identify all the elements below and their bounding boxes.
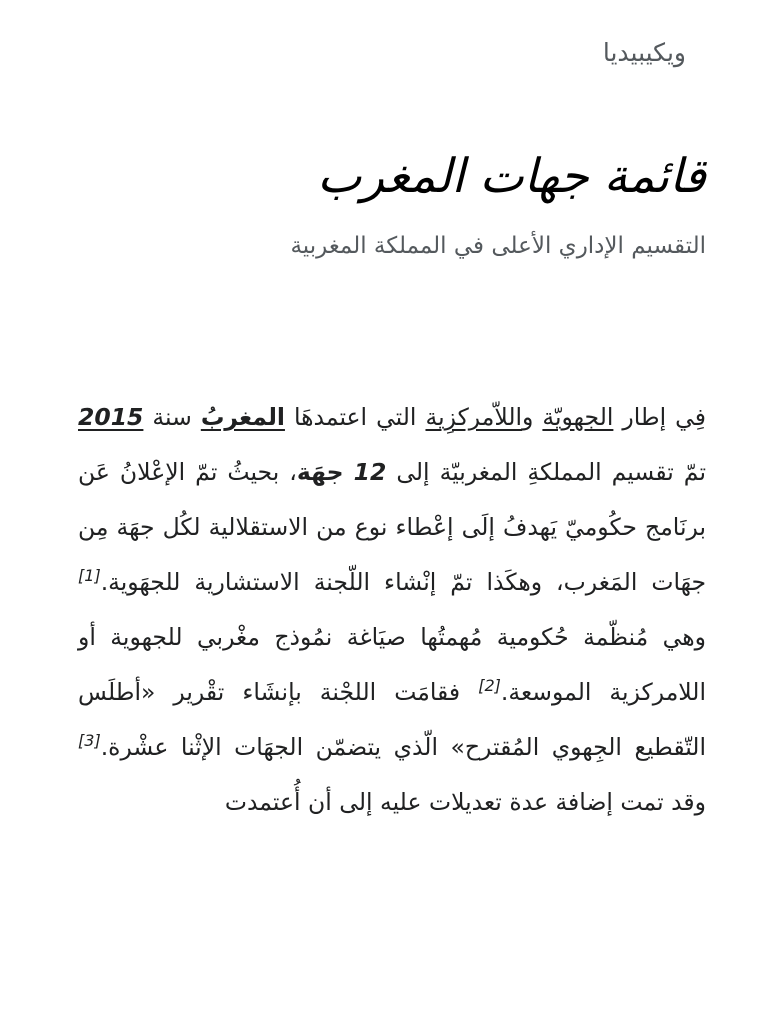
text-segment: ، بحيثُ تمّ الإعْلانُ عَن برنَامج حكُوميّ يَهدفُ إلَى إعْطاء نوع من الاستقلالية لكُل جهَة مِن جهَات المَغرب، وهكَذا تمّ إنْشاء اللّجنة الاستشارية للجهَوية. [78, 458, 706, 596]
wikipedia-wordmark-link[interactable]: ويكيبيديا [602, 38, 686, 67]
link-regionalization[interactable]: الجهويّة [542, 403, 614, 431]
link-morocco[interactable]: المغربُ [200, 403, 285, 431]
text-segment: التي اعتمدهَا [284, 403, 426, 431]
link-year-2015[interactable]: 2015 [78, 403, 144, 431]
text-segment: وقد تمت إضافة عدة تعديلات عليه إلى أن أُعتمدت [224, 788, 706, 816]
text-segment: و [522, 403, 543, 431]
article-lead-paragraph [78, 390, 706, 830]
text-segment: سنة [143, 403, 201, 431]
text-segment: فقامَت اللجْنة بإنشَاء تقْرير «أطلَس التّقطيع الجِهوي المُقترح» الّذي يتضمّن الجهَات الإثْنا عشْرة. [78, 678, 706, 761]
region-unit: جهَة [296, 458, 344, 486]
reference-link-3[interactable]: [3] [78, 731, 101, 751]
page-subtitle: التقسيم الإداري الأعلى في المملكة المغربية [290, 233, 706, 259]
text-segment: تمّ تقسيم المملكةِ المغربيّة إلى [386, 458, 706, 486]
page-title: قائمة جهات المغرب [317, 149, 706, 204]
text-segment [344, 458, 354, 486]
reference-link-2[interactable]: [2] [478, 676, 501, 696]
text-segment: وهي مُنظّمة حُكومية مُهمتُها صيَاغة نمُوذج مغْربي للجهوية أو اللامركزية الموسعة. [78, 623, 706, 706]
reference-link-1[interactable]: [1] [78, 566, 101, 586]
text-segment: فِي إطار [613, 403, 706, 431]
region-count: 12 [353, 458, 387, 486]
link-decentralization[interactable]: اللاّمركزِية [425, 403, 523, 431]
